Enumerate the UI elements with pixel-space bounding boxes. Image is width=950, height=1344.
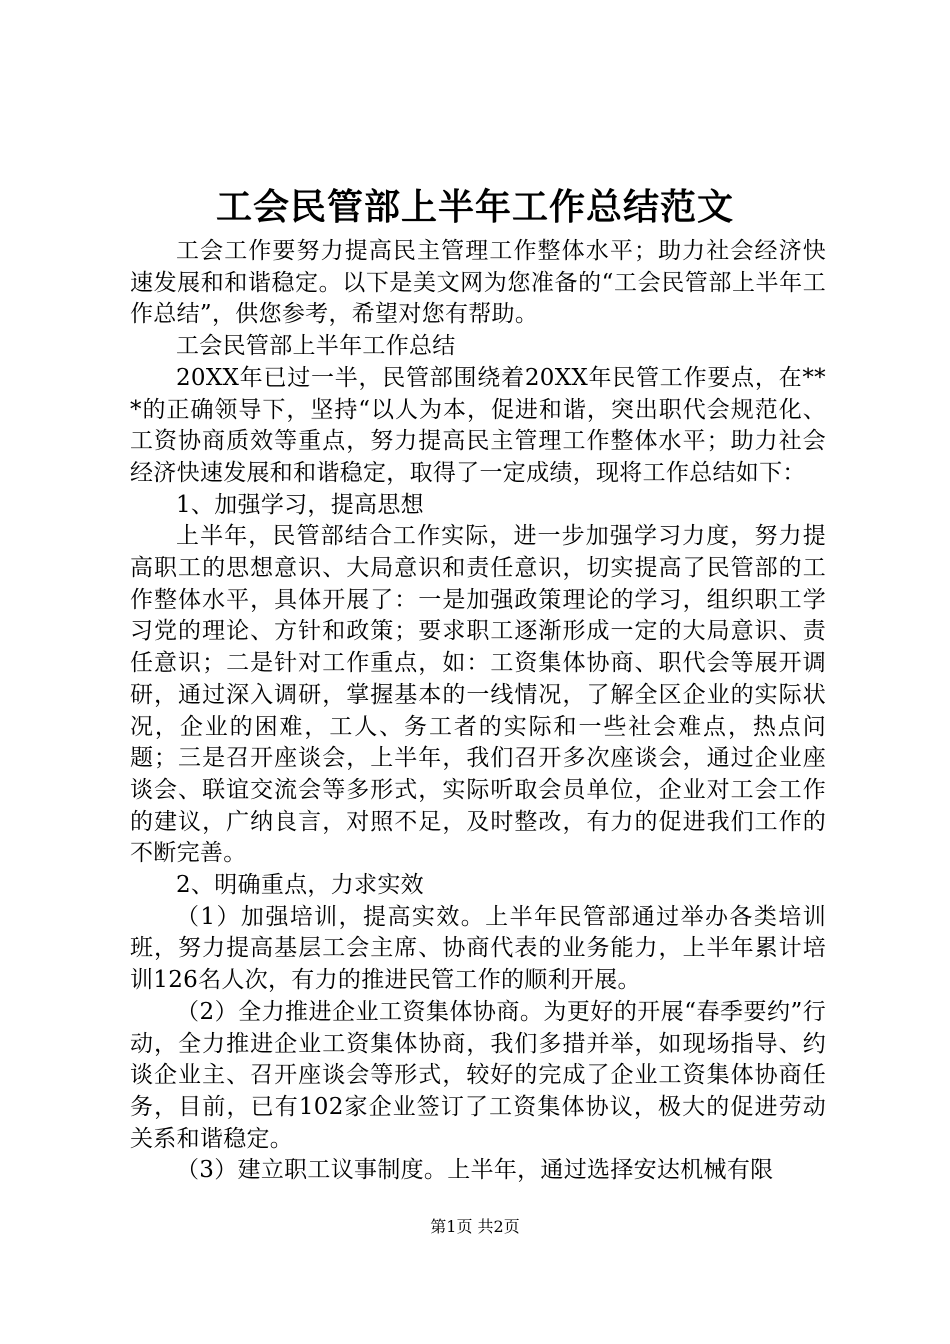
- document-title: 工会民管部上半年工作总结范文: [215, 187, 734, 228]
- wage-negotiation-paragraph: （2）全力推进企业工资集体协商。为更好的开展“春季要约”行动，全力推进企业工资集体协商，我们多措并举，如现场指导、约谈企业主、召开座谈会等形式，较好的完成了企业工资集体协商任务，目前，已有102家企业签订了工资集体协议，极大的促进劳动关系和谐稳定。: [130, 998, 826, 1152]
- study-paragraph: 上半年，民管部结合工作实际，进一步加强学习力度，努力提高职工的思想意识、大局意识和责任意识，切实提高了民管部的工作整体水平，具体开展了：一是加强政策理论的学习，组织职工学习党的理论、方针和政策；要求职工逐渐形成一定的大局意识、责任意识；二是针对工作重点，如：工资集体协商、职代会等展开调研，通过深入调研，掌握基本的一线情况，了解全区企业的实际状况，企业的困难，工人、务工者的实际和一些社会难点，热点问题；三是召开座谈会，上半年，我们召开多次座谈会，通过企业座谈会、联谊交流会等多形式，实际听取会员单位，企业对工会工作的建议，广纳良言，对照不足，及时整改，有力的促进我们工作的不断完善。: [130, 523, 826, 867]
- section-heading: 工会民管部上半年工作总结: [176, 333, 456, 360]
- intro-paragraph: 工会工作要努力提高民主管理工作整体水平；助力社会经济快速发展和和谐稳定。以下是美文网为您准备的“工会民管部上半年工作总结”，供您参考，希望对您有帮助。: [130, 238, 826, 328]
- overview-paragraph: 20XX年已过一半，民管部围绕着20XX年民管工作要点，在***的正确领导下，坚持“以人为本，促进和谐，突出职代会规范化、工资协商质效等重点，努力提高民主管理工作整体水平；助力社会经济快速发展和和谐稳定，取得了一定成绩，现将工作总结如下：: [130, 364, 826, 486]
- training-paragraph: （1）加强培训，提高实效。上半年民管部通过举办各类培训班，努力提高基层工会主席、协商代表的业务能力，上半年累计培训126名人次，有力的推进民管工作的顺利开展。: [130, 903, 826, 994]
- subsection-heading-2: 2、明确重点，力求实效: [176, 872, 424, 899]
- council-paragraph: （3）建立职工议事制度。上半年，通过选择安达机械有限: [176, 1157, 774, 1184]
- page-number: 第1页 共2页: [430, 1217, 520, 1236]
- subsection-heading-1: 1、加强学习，提高思想: [176, 491, 424, 518]
- document-body: [130, 236, 826, 1187]
